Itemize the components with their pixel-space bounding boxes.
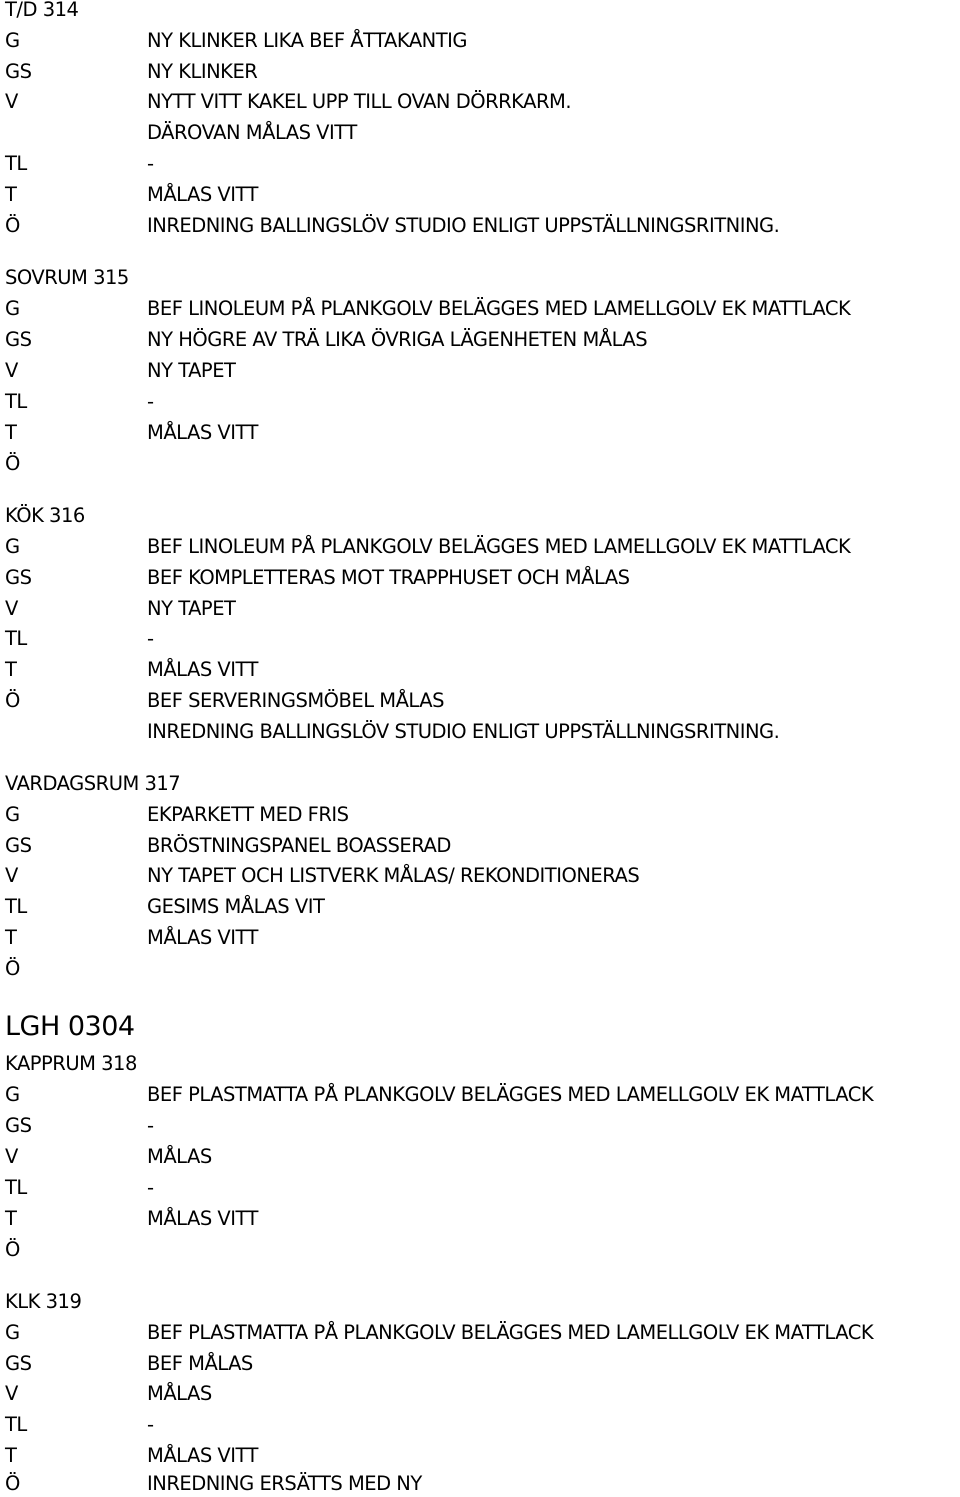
document-page: T/D 314 G NY KLINKER LIKA BEF ÅTTAKANTIG GS NY KLINKER V NYTT VITT KAKEL UPP TILL OVAN DÖRRKARM. DÄROVAN MÅLAS VITT TL - T MÅLAS VITT Ö INREDNING BALLINGSLÖV STUDIO ENLIGT UPPSTÄLLNINGSRITNING. SOVRUM 315 G BEF LINOLEUM PÅ PLANKGOLV BELÄGGES MED LAMELLGOLV EK MATTLACK GS NY HÖGRE AV TRÄ LIKA ÖVRIGA LÄGENHETEN MÅLAS V NY TAPET TL - T MÅLAS VITT Ö KÖK 316 G BEF LINOLEUM PÅ PLANKGOLV BELÄGGES MED LAMELLGOLV EK MATTLACK GS BEF KOMPLETTERAS MOT TRAPPHUSET OCH MÅLAS V NY TAPET TL - T MÅLAS VITT Ö BEF SERVERINGSMÖBEL MÅLAS INREDNING BALLINGSLÖV STUDIO ENLIGT UPPSTÄLLNINGSRITNING. VARDAGSRUM 317 G EKPARKETT MED FRIS GS BRÖSTNINGSPANEL BOASSERAD V NY TAPET OCH LISTVERK MÅLAS/ REKONDITIONERAS TL GESIMS MÅLAS VIT T MÅLAS VITT Ö LGH 0304 KAPPRUM 318 G BEF PLASTMATTA PÅ PLANKGOLV BELÄGGES MED LAMELLGOLV EK MATTLACK GS - V MÅLAS TL - T MÅLAS VITT Ö KLK 319 G BEF PLASTMATTA PÅ PLANKGOLV BELÄGGES MED LAMELLGOLV EK MATTLACK GS BEF MÅLAS V MÅLAS TL - T MÅLAS VITT Ö INREDNING ERSÄTTS MED NY	[5, 0, 874, 1495]
apartment-heading: LGH 0304	[5, 1011, 135, 1042]
